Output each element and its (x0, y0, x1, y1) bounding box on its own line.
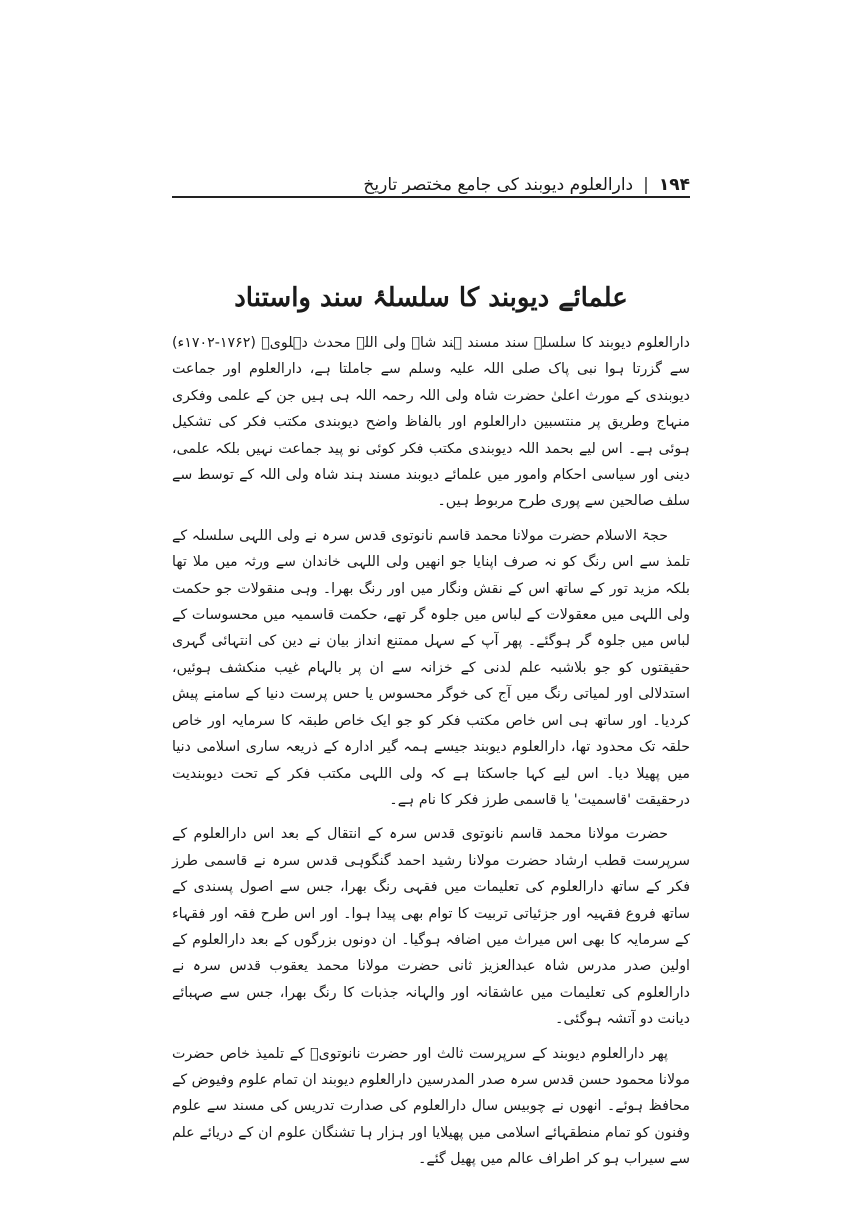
header-rule (172, 196, 690, 198)
header-separator: | (643, 175, 649, 195)
body-text (172, 330, 690, 1181)
book-title: دارالعلوم دیوبند کی جامع مختصر تاریخ (363, 175, 634, 195)
paragraph-3: حضرت مولانا محمد قاسم نانوتوی قدس سرہ کے انتقال کے بعد اس دارالعلوم کے سرپرست قطب ارشاد حضرت مولانا رشید احمد گنگوہی قدس سرہ نے قاسمی طرز فکر کے ساتھ دارالعلوم کی تعلیمات میں فقہی رنگ بھرا، جس سے اصول پسندی کے ساتھ فروع فقہیہ اور جزئیاتی تربیت کا توام بھی پیدا ہوا۔ اور اس طرح فقہ اور فقہاء کے سرمایہ کا بھی اس میراث میں اضافہ ہوگیا۔ ان دونوں بزرگوں کے بعد دارالعلوم کے اولین صدر مدرس شاہ عبدالعزیز ثانی حضرت مولانا محمد یعقوب قدس سرہ نے دارالعلوم کی تعلیمات میں عاشقانہ اور والہانہ جذبات کا رنگ بھرا، جس سے صہبائے دیانت دو آتشہ ہوگئی۔ (172, 826, 690, 1028)
paragraph-4: پھر دارالعلوم دیوبند کے سرپرست ثالث اور حضرت نانوتویؒ کے تلمیذ خاص حضرت مولانا محمود حسن قدس سرہ صدر المدرسین دارالعلوم دیوبند ان تمام علوم وفیوض کے محافظ ہوئے۔ انھوں نے چوبیس سال دارالعلوم کی صدارت تدریس کی مسند سے علوم وفنون کو تمام منطقہائے اسلامی میں پھیلایا اور ہزار ہا تشنگان علوم ان کے دریائے علم سے سیراب ہو کر اطراف عالم میں پھیل گئے۔ (172, 1045, 690, 1168)
paragraph-2: حجۃ الاسلام حضرت مولانا محمد قاسم نانوتوی قدس سرہ نے ولی اللہی سلسلہ کے تلمذ سے اس رنگ کو نہ صرف اپنایا جو انھیں ولی اللہی خاندان سے ورثہ میں ملا تھا بلکہ مزید تور کے ساتھ اس کے نقش ونگار میں اور رنگ بھرا۔ وہی منقولات جو حکمت ولی اللہی میں معقولات کے لباس میں جلوہ گر تھے، حکمت قاسمیہ میں محسوسات کے لباس میں جلوہ گر ہوگئے۔ پھر آپ کے سہل ممتنع انداز بیان نے دین کی انتہائی گہری حقیقتوں کو جو بلاشبہ علم لدنی کے خزانہ سے ان پر بالہام غیب منکشف ہوئیں، استدلالی اور لمیاتی رنگ میں آج کی خوگر محسوس یا حس پرست دنیا کے سامنے پیش کردیا۔ اور ساتھ ہی اس خاص مکتب فکر کو جو ایک خاص طبقہ کا سرمایہ اور خاص حلقہ تک محدود تھا، دارالعلوم دیوبند جیسے ہمہ گیر ادارہ کے ذریعہ ساری اسلامی دنیا میں پھیلا دیا۔ اس لیے کہا جاسکتا ہے کہ ولی اللہی مکتب فکر کے تحت دیوبندیت درحقیقت 'قاسمیت' یا قاسمی طرز فکر کا نام ہے۔ (172, 527, 690, 808)
paragraph-1: دارالعلوم دیوبند کا سلسلۂ سند مسند ہند شاہ ولی اللہ محدث دہلویؒ (۱۷۶۲-۱۷۰۲ء) سے گزرتا ہوا نبی پاک صلی اللہ علیہ وسلم سے جاملتا ہے، دارالعلوم اور جماعت دیوبندی کے مورث اعلیٰ حضرت شاہ ولی اللہ رحمہ اللہ ہی ہیں جن کے علمی وفکری منہاج وطریق پر منتسبین دارالعلوم اور بالفاظ واضح دیوبندی مکتب فکر کی تشکیل ہوئی ہے۔ اس لیے بحمد اللہ دیوبندی مکتب فکر کوئی نو پید جماعت نہیں بلکہ علمی، دینی اور سیاسی احکام وامور میں علمائے دیوبند مسند ہند شاہ ولی اللہ کے توسط سے سلف صالحین سے پوری طرح مربوط ہیں۔ (172, 335, 690, 510)
page-number: ۱۹۴ (658, 175, 690, 195)
running-header (172, 166, 690, 196)
chapter-title: علمائے دیوبند کا سلسلۂ سند واستناد (234, 283, 628, 313)
